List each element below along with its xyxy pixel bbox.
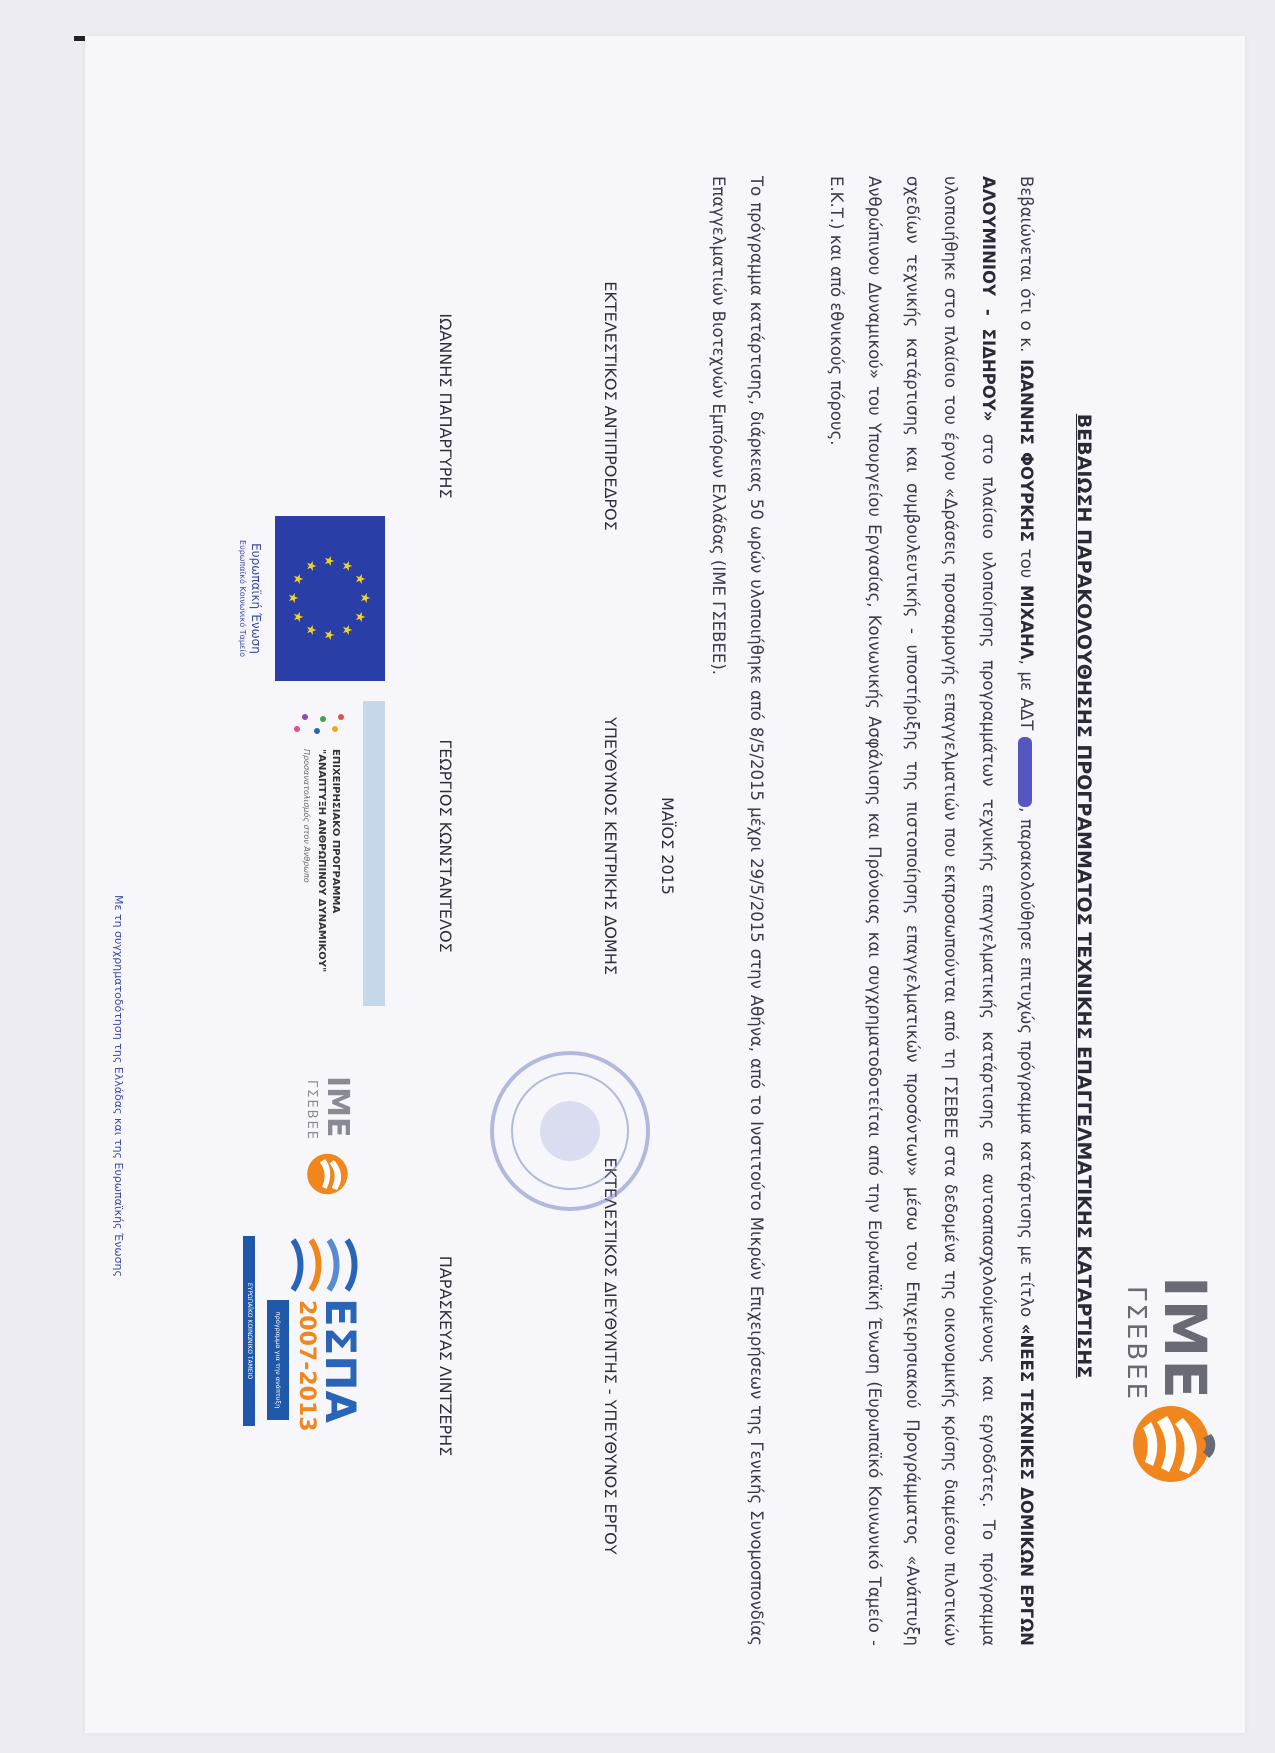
body-text-b: του	[1017, 541, 1036, 585]
ime-gsevee-logo	[1099, 1276, 1229, 1476]
svg-text:★: ★	[352, 611, 367, 623]
svg-text:★: ★	[321, 555, 336, 567]
signatory-role-1: ΕΚΤΕΛΕΣΤΙΚΟΣ ΑΝΤΙΠΡΟΕΔΡΟΣ	[601, 281, 620, 531]
svg-text:★: ★	[321, 629, 336, 641]
certificate	[85, 36, 1245, 1733]
espa-word: ΕΣΠΑ	[316, 1298, 365, 1424]
ime-small-sub: ΓΣΕΒΕΕ	[304, 1080, 319, 1142]
ime-mark-icon	[1129, 1404, 1219, 1484]
svg-text:★: ★	[357, 592, 372, 604]
espa-tagline: πρόγραμμα για την ανάπτυξη	[267, 1300, 289, 1420]
eu-caption: Ευρωπαϊκή Ένωση	[249, 543, 263, 654]
svg-text:★: ★	[303, 624, 318, 636]
eu-flag-icon	[275, 516, 385, 681]
op-programme-line1: ΕΠΙΧΕΙΡΗΣΙΑΚΟ ΠΡΟΓΡΑΜΜΑ	[330, 749, 341, 914]
redacted-id-number	[1019, 737, 1033, 807]
op-programme-dots-icon	[289, 709, 349, 739]
op-programme-line3: Προσανατολισμός στον Άνθρωπο	[302, 749, 311, 883]
body-text-c: , με ΑΔΤ	[1017, 659, 1036, 738]
op-programme-logo	[215, 701, 385, 1011]
svg-text:★: ★	[339, 624, 354, 636]
ime-small-mark-icon	[305, 1152, 353, 1196]
scanned-page	[85, 36, 1245, 1733]
cofunding-note: Με τη συγχρηματοδότηση της Ελλάδας και της Ευρωπαϊκής Ένωσης	[112, 895, 125, 1277]
ime-logo-word: IME	[1151, 1276, 1219, 1401]
body-text-a: Βεβαιώνεται ότι ο κ.	[1017, 176, 1036, 360]
espa-strip: ΕΥΡΩΠΑΪΚΟ ΚΟΙΝΩΝΙΚΟ ΤΑΜΕΙΟ	[243, 1236, 255, 1426]
signatory-role-3: ΕΚΤΕΛΕΣΤΙΚΟΣ ΔΙΕΥΘΥΝΤΗΣ - ΥΠΕΥΘΥΝΟΣ ΕΡΓΟΥ	[601, 1157, 620, 1555]
ime-gsevee-small-logo	[275, 1076, 355, 1226]
signatory-name-2: ΓΕΩΡΓΙΟΣ ΚΩΝΣΤΑΝΤΕΛΟΣ	[436, 739, 455, 953]
espa-waves-icon	[265, 1236, 361, 1294]
op-programme-band	[363, 701, 385, 1006]
signatory-name-1: ΙΩΑΝΝΗΣ ΠΑΠΑΡΓΥΡΗΣ	[436, 313, 455, 499]
eu-sub-caption: Ευρωπαϊκό Κοινωνικό Ταμείο	[238, 540, 247, 657]
trainee-name: ΙΩΑΝΝΗΣ ΦΟΥΡΚΗΣ	[1017, 359, 1036, 542]
svg-text:★: ★	[339, 560, 354, 572]
svg-text:★: ★	[285, 592, 300, 604]
op-programme-line2: "ΑΝΑΠΤΥΞΗ ΑΝΘΡΩΠΙΝΟΥ ΔΥΝΑΜΙΚΟΥ"	[316, 749, 327, 973]
father-name: ΜΙΧΑΗΛ	[1017, 584, 1036, 660]
official-stamp	[485, 1046, 655, 1216]
espa-logo	[215, 1236, 365, 1436]
course-title: «ΝΕΕΣ ΤΕΧΝΙΚΕΣ ΔΟΜΙΚΩΝ ΕΡΓΩΝ ΑΛΟΥΜΙΝΙΟΥ - ΣΙΔΗΡΟΥ»	[979, 176, 1036, 1646]
certificate-body-2: Το πρόγραμμα κατάρτισης, διάρκειας 50 ωρών υλοποιήθηκε από 8/5/2015 μέχρι 29/5/2015 στην Αθήνα, από το Ινστιτούτο Μικρών Επιχειρήσεων της Γενικής Συνομοσπονδίας Επαγγελματιών Βιοτεχνών Εμπόρων Ελλάδας (ΙΜΕ ΓΣΕΒΕΕ).	[709, 176, 766, 1646]
svg-text:★: ★	[352, 573, 367, 585]
signatory-name-3: ΠΑΡΑΣΚΕΥΑΣ ΛΙΝΤΖΕΡΗΣ	[436, 1255, 455, 1457]
certificate-body	[817, 176, 1045, 1646]
svg-text:★: ★	[290, 611, 305, 623]
espa-years: 2007-2013	[294, 1300, 319, 1432]
eu-logo-block	[125, 516, 385, 686]
ime-logo-sub: ΓΣΕΒΕΕ	[1121, 1286, 1151, 1403]
certificate-title: ΒΕΒΑΙΩΣΗ ΠΑΡΑΚΟΛΟΥΘΗΣΗΣ ΠΡΟΓΡΑΜΜΑΤΟΣ ΤΕΧΝΙΚΗΣ ΕΠΑΓΓΕΛΜΑΤΙΚΗΣ ΚΑΤΑΡΤΙΣΗΣ	[1073, 413, 1095, 1379]
body-text-e: στο πλαίσιο υλοποίησης προγραμμάτων τεχνικής επαγγελματικής κατάρτισης σε αυτοαπασχολούμενους και εργοδότες. Το πρόγραμμα υλοποιήθηκε στο πλαίσιο του έργου «Δράσεις προσαρμογής επαγγελματιών που εκπροσωπούνται από τη ΓΣΕΒΕΕ στα δεδομένα της οικονομικής κρίσης διαμέσου πιλοτικών σχεδίων τεχνικής κατάρτισης και συμβουλευτικής - υποστήριξης της πιστοποίησης επαγγελματικών προσόντων» μέσω του Επιχειρησιακού Προγράμματος «Ανάπτυξη Ανθρώπινου Δυναμικού» του Υπουργείου Εργασίας, Κοινωνικής Ασφάλισης και Πρόνοιας και συγχρηματοδοτείται από την Ευρωπαϊκή Ένωση (Ευρωπαϊκό Κοινωνικό Ταμείο - Ε.Κ.Τ.) και από εθνικούς πόρους.	[827, 176, 998, 1646]
svg-text:★: ★	[290, 573, 305, 585]
certificate-date: ΜΑΪΟΣ 2015	[658, 797, 677, 895]
ime-small-word: IME	[320, 1076, 355, 1138]
signatory-role-2: ΥΠΕΥΘΥΝΟΣ ΚΕΝΤΡΙΚΗΣ ΔΟΜΗΣ	[601, 717, 620, 975]
body-text-d: , παρακολούθησε επιτυχώς πρόγραμμα κατάρτισης με τίτλο	[1017, 807, 1036, 1324]
svg-text:★: ★	[303, 560, 318, 572]
